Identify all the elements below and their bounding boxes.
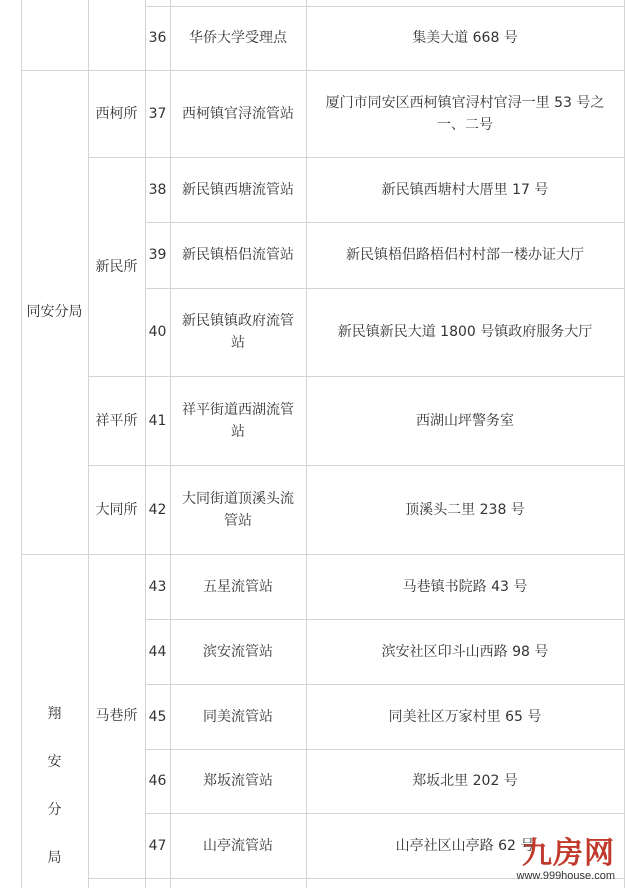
bureau-char: 分 xyxy=(47,802,62,818)
station-point-name: 新民镇梧侣流管站 xyxy=(182,247,294,263)
address: 新民镇新民大道 1800 号镇政府服务大厅 xyxy=(337,324,593,340)
station-name: 马巷所 xyxy=(95,708,138,724)
address: 集美大道 668 号 xyxy=(412,30,518,46)
station-point-name: 大同街道顶溪头流管站 xyxy=(182,490,294,529)
bureau-cell xyxy=(21,70,88,554)
address: 同美社区万家村里 65 号 xyxy=(388,708,542,725)
station-name: 西柯所 xyxy=(95,105,138,122)
watermark-url: www.999house.com xyxy=(516,870,615,882)
address: 滨安社区印斗山西路 98 号 xyxy=(381,643,549,660)
row-number: 41 xyxy=(148,412,167,429)
row-number: 46 xyxy=(148,773,167,789)
address: 郑坂北里 202 号 xyxy=(412,773,518,789)
bureau-char: 局 xyxy=(47,850,62,866)
row-line xyxy=(88,878,145,879)
station-cell xyxy=(88,465,145,554)
station-cell xyxy=(88,157,145,376)
address: 新民镇西塘村大厝里 17 号 xyxy=(381,181,549,198)
station-name: 大同所 xyxy=(95,501,138,518)
bureau-name: 同安分局 xyxy=(26,304,83,320)
station-point-name: 新民镇西塘流管站 xyxy=(182,181,294,198)
row-number: 42 xyxy=(148,501,167,518)
station-point-name: 郑坂流管站 xyxy=(203,773,273,789)
station-point-name: 山亭流管站 xyxy=(203,837,273,854)
address: 新民镇梧侣路梧侣村村部一楼办证大厅 xyxy=(346,247,584,263)
row-number: 37 xyxy=(148,105,167,122)
station-point-name: 同美流管站 xyxy=(203,708,273,725)
station-point-name: 滨安流管站 xyxy=(203,643,273,660)
watermark-logo: 九房网 xyxy=(522,836,615,871)
station-cell xyxy=(88,70,145,157)
row-number: 38 xyxy=(148,181,167,198)
bureau-char: 翔 xyxy=(47,706,62,722)
station-point-name: 新民镇镇政府流管站 xyxy=(182,313,294,351)
row-number: 43 xyxy=(148,578,167,595)
site-watermark xyxy=(517,838,615,882)
address: 厦门市同安区西柯镇官浔村官浔一里 53 号之一、二号 xyxy=(325,94,605,133)
bureau-cell xyxy=(21,690,88,882)
station-name: 新民所 xyxy=(95,258,138,275)
row-number: 47 xyxy=(148,837,167,854)
station-point-name: 华侨大学受理点 xyxy=(189,30,287,46)
row-number: 44 xyxy=(148,643,167,660)
station-point-name: 五星流管站 xyxy=(203,578,273,595)
station-point-name: 祥平街道西湖流管站 xyxy=(182,401,294,440)
row-number: 40 xyxy=(148,324,167,340)
address: 西湖山坪警务室 xyxy=(416,412,514,429)
station-point-name: 西柯镇官浔流管站 xyxy=(182,105,294,122)
station-cell xyxy=(88,554,145,878)
bureau-char: 安 xyxy=(47,754,62,770)
station-name: 祥平所 xyxy=(95,412,138,429)
address: 马巷镇书院路 43 号 xyxy=(402,578,528,595)
row-number: 36 xyxy=(148,30,167,46)
row-number: 39 xyxy=(148,247,167,263)
station-cell xyxy=(88,376,145,465)
address: 顶溪头二里 238 号 xyxy=(405,501,525,518)
row-number: 45 xyxy=(148,708,167,725)
address: 山亭社区山亭路 62 号 xyxy=(395,837,535,854)
